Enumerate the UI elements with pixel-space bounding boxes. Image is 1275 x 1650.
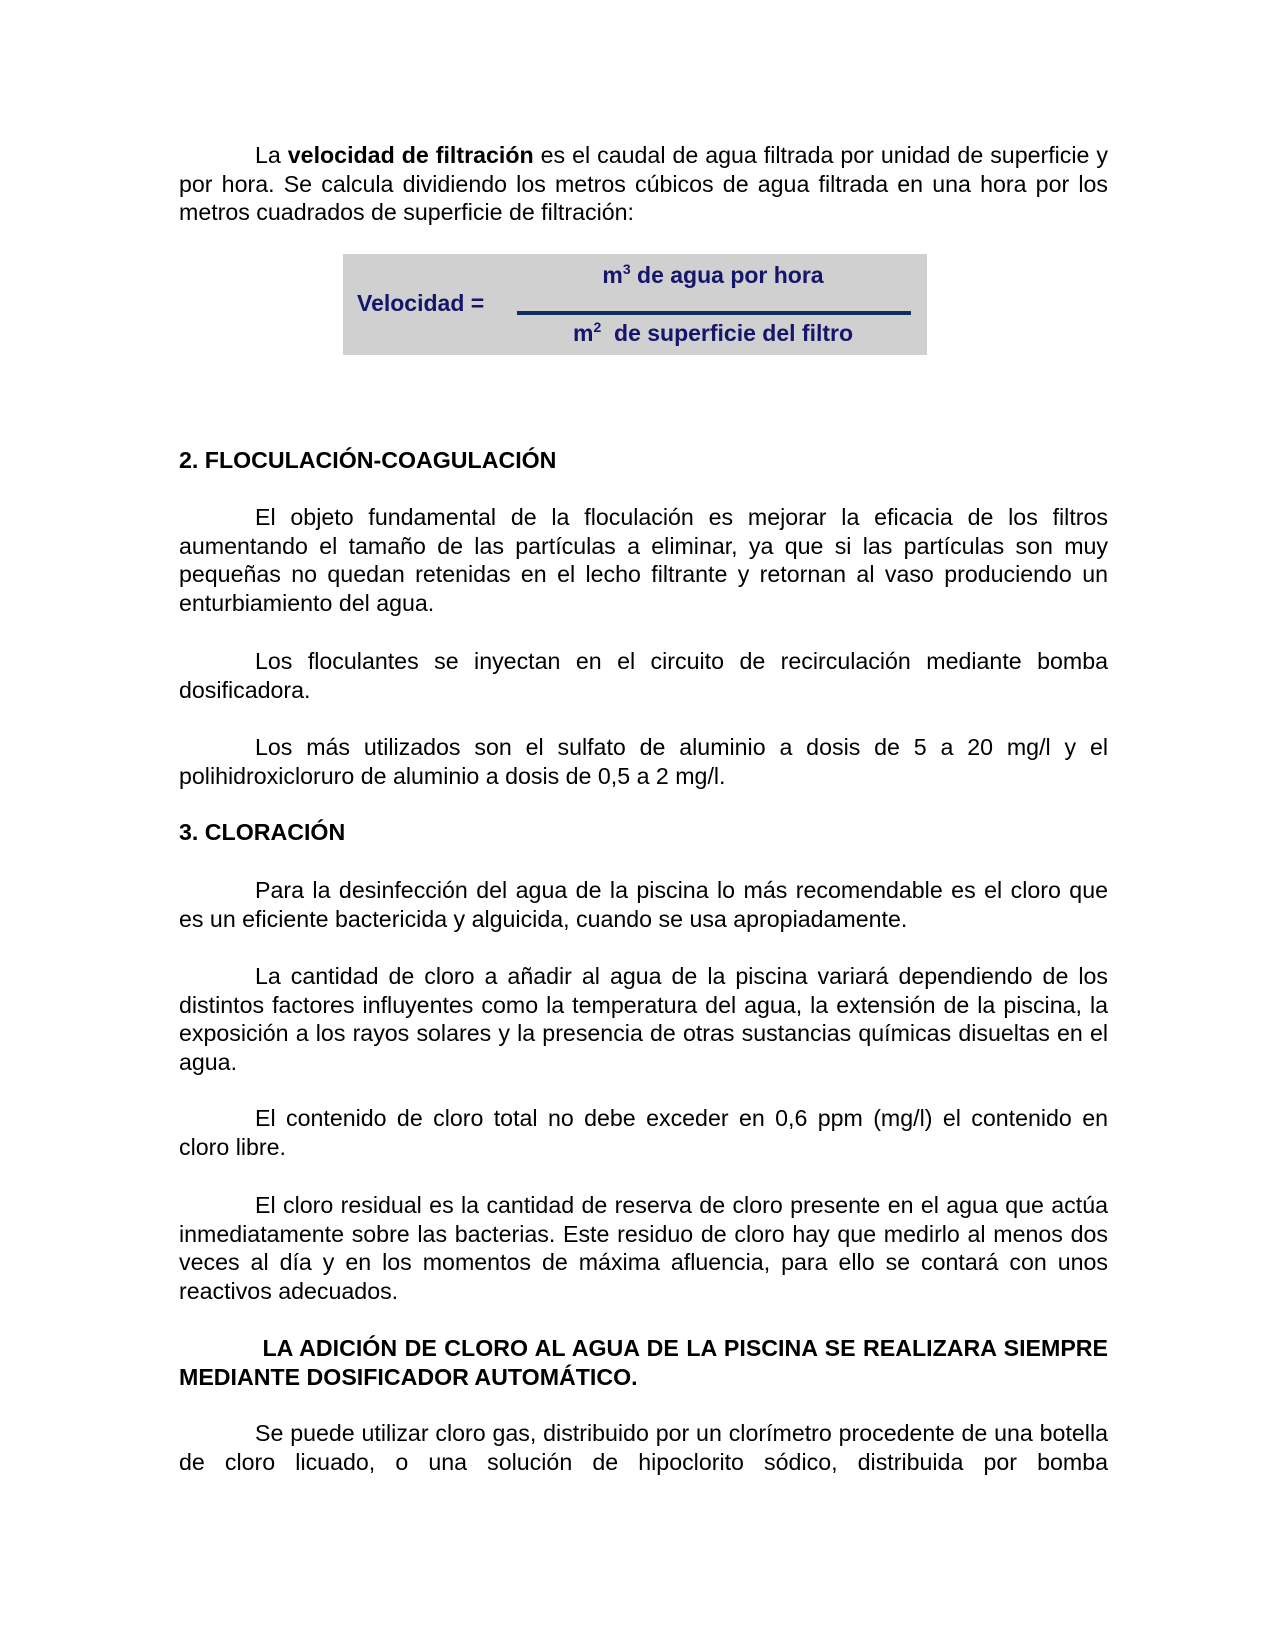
intro-rest: es el caudal de agua filtrada por unidad de superficie y por hora. Se calcula dividiendo los metros cúbicos de agua filtrada en una hora por los metros cuadrados de superficie de filtración: bbox=[179, 142, 1109, 226]
numerator-exponent: 3 bbox=[622, 261, 631, 277]
chlorine-notice: LA ADICIÓN DE CLORO AL AGUA DE LA PISCINA SE REALIZARA SIEMPRE MEDIANTE DOSIFICADOR AUTOMÁTICO. bbox=[179, 1335, 1115, 1390]
section-3-paragraph: Para la desinfección del agua de la piscina lo más recomendable es el cloro que es un eficiente bactericida y alguicida, cuando se usa apropiadamente. bbox=[179, 877, 1108, 932]
formula-denominator bbox=[516, 320, 910, 347]
intro-term: velocidad de filtración bbox=[287, 142, 534, 168]
formula-numerator bbox=[516, 262, 910, 289]
section-2-paragraph: Los floculantes se inyectan en el circuito de recirculación mediante bomba dosificadora. bbox=[179, 648, 1108, 703]
section-3-paragraph: El contenido de cloro total no debe exceder en 0,6 ppm (mg/l) el contenido en cloro libre. bbox=[179, 1105, 1108, 1160]
numerator-text: de agua por hora bbox=[630, 262, 824, 288]
intro-lead: La bbox=[255, 142, 288, 168]
filtration-velocity-formula bbox=[343, 254, 927, 355]
intro-paragraph bbox=[179, 141, 1108, 227]
section-2-paragraph: Los más utilizados son el sulfato de aluminio a dosis de 5 a 20 mg/l y el polihidroxicloruro de aluminio a dosis de 0,5 a 2 mg/l. bbox=[179, 734, 1108, 789]
section-3-paragraph: La cantidad de cloro a añadir al agua de la piscina variará dependiendo de los distintos factores influyentes como la temperatura del agua, la extensión de la piscina, la exposición a los rayos solares y la presencia de otras sustancias químicas disueltas en el agua. bbox=[179, 963, 1108, 1076]
formula-lhs: Velocidad = bbox=[357, 290, 485, 316]
section-3-heading: 3. CLORACIÓN bbox=[179, 819, 346, 845]
denominator-unit: m bbox=[572, 320, 594, 346]
denominator-exponent: 2 bbox=[593, 319, 602, 335]
section-2-heading: 2. FLOCULACIÓN-COAGULACIÓN bbox=[179, 447, 557, 473]
denominator-text: de superficie del filtro bbox=[601, 320, 854, 346]
section-2-paragraph: El objeto fundamental de la floculación es mejorar la eficacia de los filtros aumentando el tamaño de las partículas a eliminar, ya que si las partículas son muy pequeñas no quedan retenidas en el lecho filtrante y retornan al vaso produciendo un enturbiamiento del agua. bbox=[179, 504, 1108, 617]
numerator-unit: m bbox=[602, 262, 623, 288]
fraction-bar bbox=[517, 311, 911, 315]
section-3-final-paragraph: Se puede utilizar cloro gas, distribuido por un clorímetro procedente de una botella de cloro licuado, o una solución de hipoclorito sódico, distribuida por bomba bbox=[179, 1420, 1108, 1475]
section-3-paragraph: El cloro residual es la cantidad de reserva de cloro presente en el agua que actúa inmediatamente sobre las bacterias. Este residuo de cloro hay que medirlo al menos dos veces al día y en los momentos de máxima afluencia, para ello se contará con unos reactivos adecuados. bbox=[179, 1192, 1108, 1305]
